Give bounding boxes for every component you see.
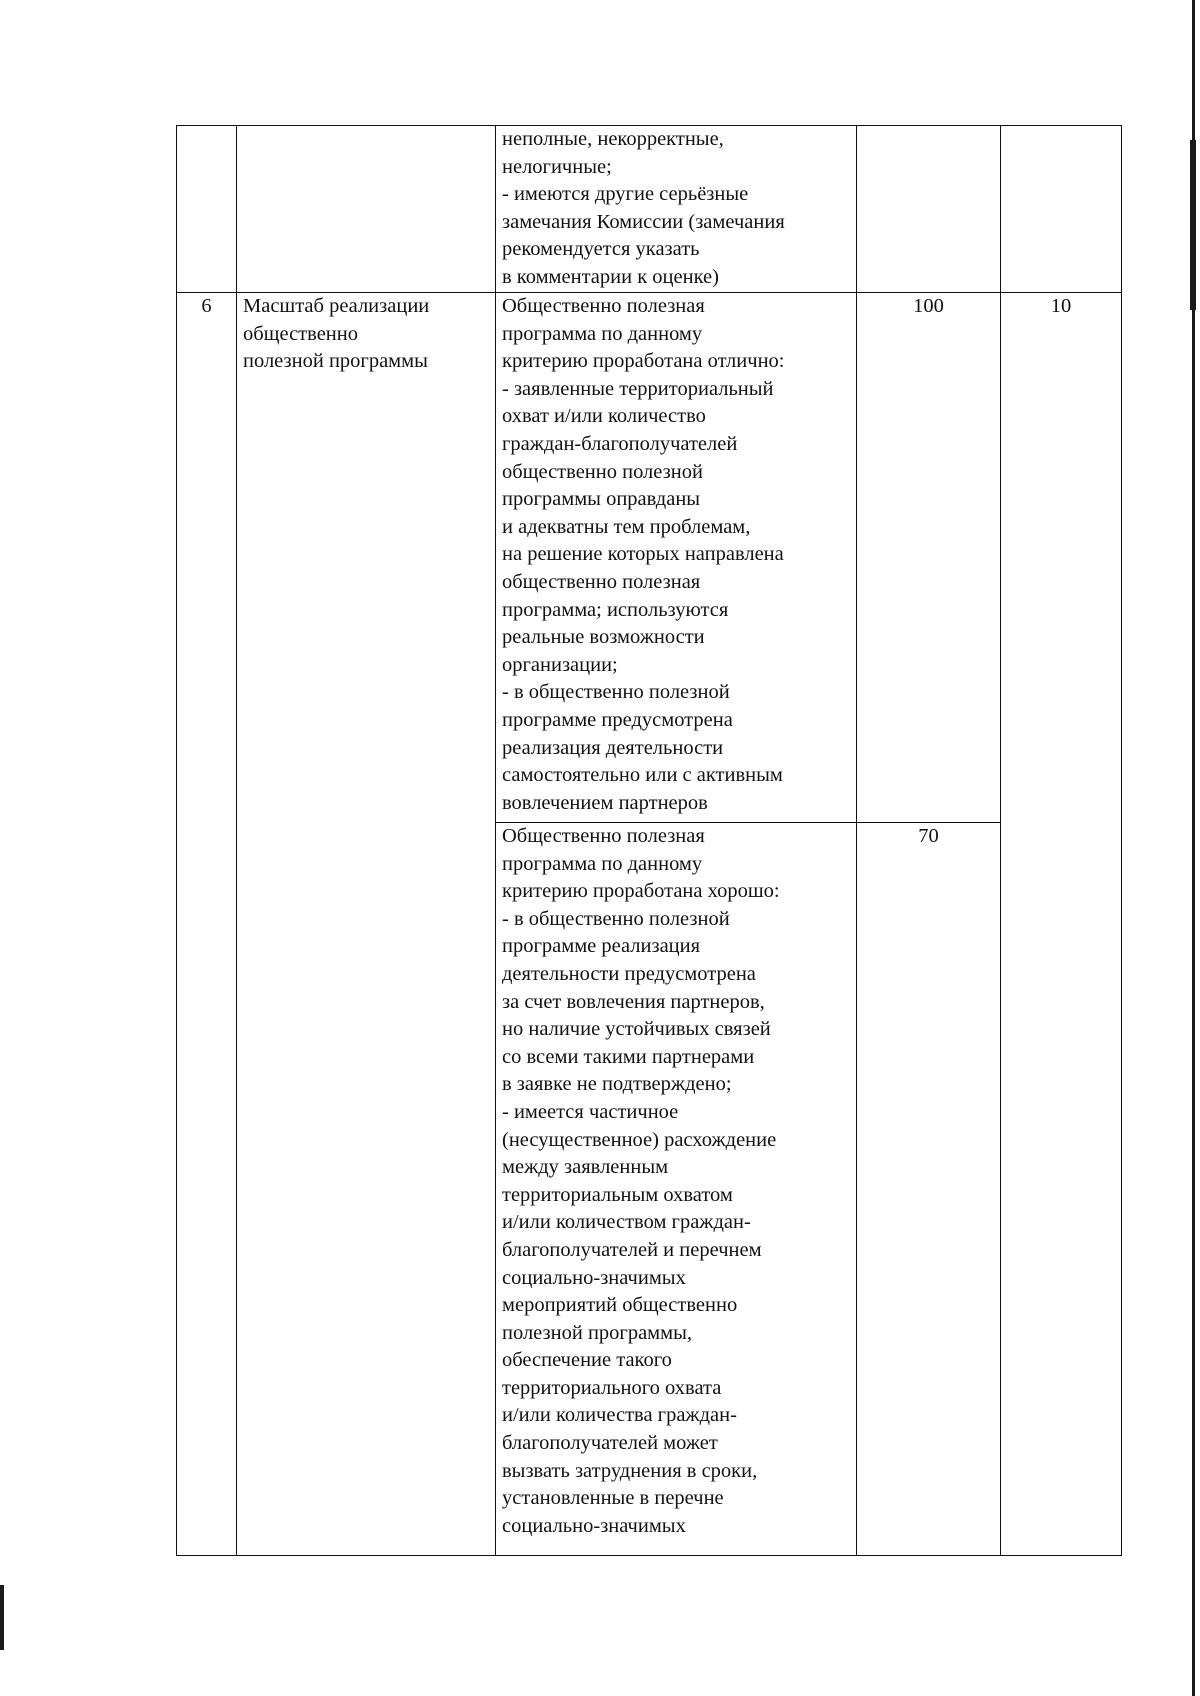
description-line: благополучателей и перечнем bbox=[502, 1238, 762, 1261]
description-line: за счет вовлечения партнеров, bbox=[502, 990, 765, 1013]
description-line: общественно полезная bbox=[502, 570, 701, 593]
description-line: программы оправданы bbox=[502, 488, 701, 511]
description-line: в комментарии к оценке) bbox=[502, 265, 719, 288]
description-line: программе предусмотрена bbox=[502, 708, 733, 731]
description-line: полезной программы, bbox=[502, 1321, 693, 1344]
description-line: социально-значимых bbox=[502, 1514, 686, 1537]
description-cell bbox=[496, 126, 857, 293]
description-line: и адекватны тем проблемам, bbox=[502, 515, 751, 538]
criterion-cell bbox=[237, 126, 496, 293]
description-line: критерию проработана отлично: bbox=[502, 350, 785, 373]
description-line: на решение которых направлена bbox=[502, 543, 784, 566]
description-line: неполные, некорректные, bbox=[502, 128, 724, 150]
description-line: между заявленным bbox=[502, 1156, 669, 1179]
description-line: деятельности предусмотрена bbox=[502, 962, 756, 985]
description-line: вызвать затруднения в сроки, bbox=[502, 1459, 758, 1482]
description-line: - имеется частичное bbox=[502, 1100, 679, 1123]
description-line: программе реализация bbox=[502, 935, 701, 958]
description-line: - заявленные территориальный bbox=[502, 377, 774, 400]
criterion-line: Масштаб реализации bbox=[243, 295, 430, 317]
description-line: - в общественно полезной bbox=[502, 681, 730, 704]
table-row-continued bbox=[177, 126, 1122, 293]
description-line: самостоятельно или с активным bbox=[502, 764, 783, 787]
description-cell-good bbox=[496, 823, 857, 1556]
description-line: и/или количеством граждан- bbox=[502, 1211, 751, 1234]
score-cell-excellent: 100 bbox=[857, 293, 1001, 823]
description-line: критерию проработана хорошо: bbox=[502, 880, 780, 903]
row-number-cell bbox=[177, 126, 237, 293]
criterion-cell bbox=[237, 293, 496, 1556]
description-line: рекомендуется указать bbox=[502, 238, 700, 261]
score-cell-good: 70 bbox=[857, 823, 1001, 1556]
description-line: нелогичные; bbox=[502, 155, 612, 178]
description-line: программа; используются bbox=[502, 598, 729, 621]
description-line: замечания Комиссии (замечания bbox=[502, 210, 785, 233]
description-line: общественно полезной bbox=[502, 460, 703, 483]
description-line: территориального охвата bbox=[502, 1376, 722, 1399]
description-line: программа по данному bbox=[502, 852, 703, 875]
description-line: и/или количества граждан- bbox=[502, 1404, 737, 1427]
criteria-table bbox=[176, 125, 1122, 1556]
description-line: граждан-благополучателей bbox=[502, 432, 738, 455]
description-line: организации; bbox=[502, 653, 618, 676]
scan-left-mark bbox=[0, 1585, 4, 1650]
criterion-line: общественно bbox=[243, 322, 358, 345]
score-cell bbox=[857, 126, 1001, 293]
criterion-line: полезной программы bbox=[243, 350, 428, 373]
description-line: реализация деятельности bbox=[502, 736, 724, 759]
description-line: программа по данному bbox=[502, 322, 703, 345]
description-line: Общественно полезная bbox=[502, 295, 705, 317]
description-line: благополучателей может bbox=[502, 1432, 718, 1455]
description-line: (несущественное) расхождение bbox=[502, 1128, 777, 1151]
description-line: - в общественно полезной bbox=[502, 907, 730, 930]
description-line: социально-значимых bbox=[502, 1266, 686, 1289]
description-line: обеспечение такого bbox=[502, 1349, 672, 1372]
description-cell-excellent bbox=[496, 293, 857, 823]
description-line: в заявке не подтверждено; bbox=[502, 1073, 732, 1096]
description-line: охват и/или количество bbox=[502, 405, 706, 428]
row-number-cell: 6 bbox=[177, 293, 237, 1556]
description-line: вовлечением партнеров bbox=[502, 791, 708, 814]
description-line: мероприятий общественно bbox=[502, 1294, 738, 1317]
description-line: установленные в перечне bbox=[502, 1487, 724, 1510]
description-line: но наличие устойчивых связей bbox=[502, 1018, 771, 1041]
scan-edge-mark bbox=[1190, 140, 1196, 310]
description-line: реальные возможности bbox=[502, 626, 705, 649]
description-line: Общественно полезная bbox=[502, 825, 705, 847]
table-row-6 bbox=[177, 293, 1122, 823]
weight-cell: 10 bbox=[1001, 293, 1122, 1556]
description-line: территориальным охватом bbox=[502, 1183, 733, 1206]
description-line: со всеми такими партнерами bbox=[502, 1045, 755, 1068]
description-line: - имеются другие серьёзные bbox=[502, 183, 749, 206]
weight-cell bbox=[1001, 126, 1122, 293]
